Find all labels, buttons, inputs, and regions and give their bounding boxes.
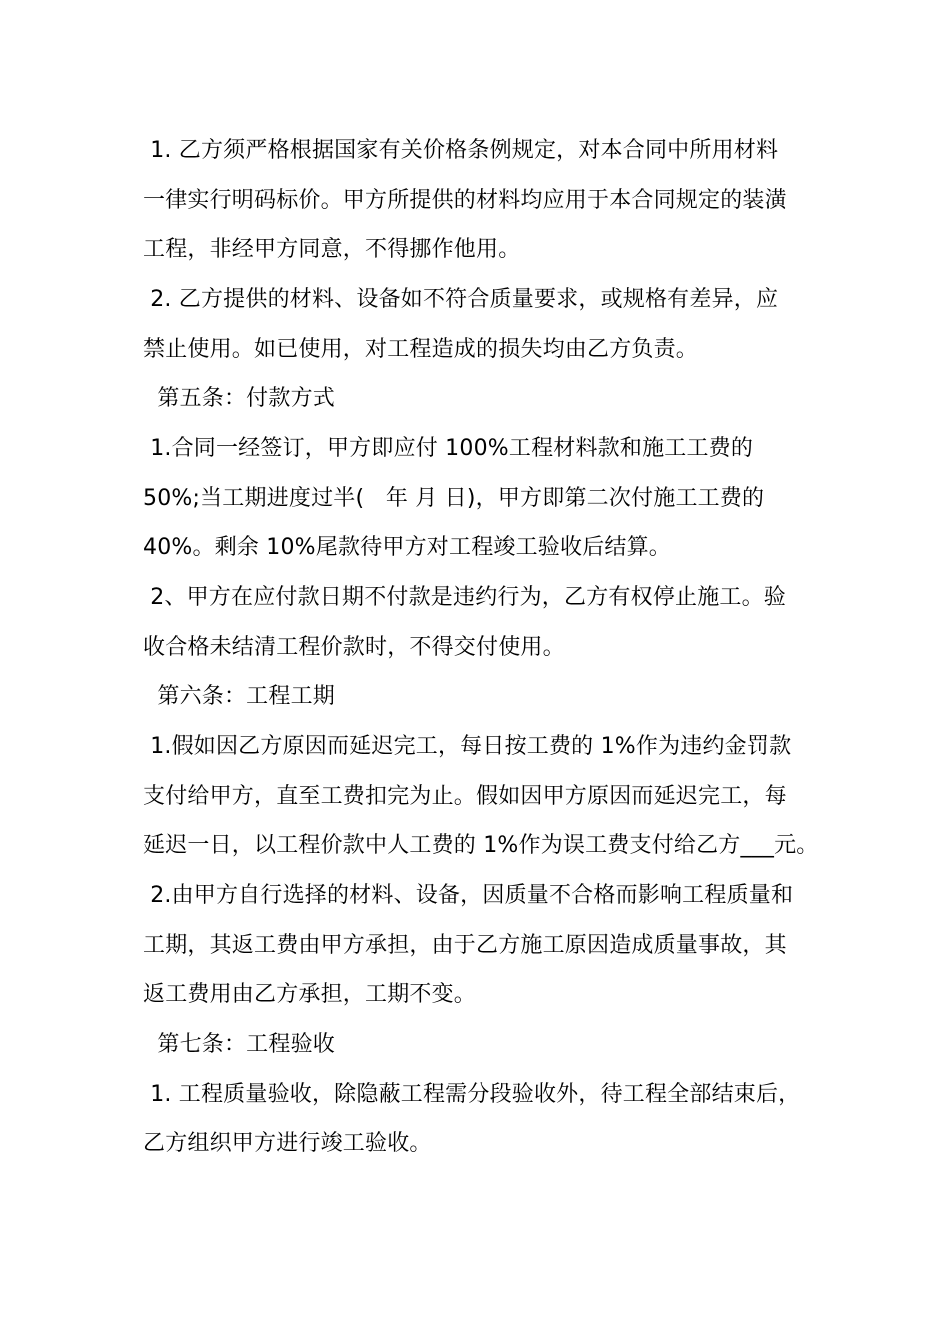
- clause-7-item-1-line-2: 乙方组织甲方进行竣工验收。: [143, 1131, 432, 1156]
- clause-5-heading: 第五条：付款方式: [143, 386, 335, 411]
- clause-6-item-1-line-1: 1.假如因乙方原因而延迟完工，每日按工费的 1%作为违约金罚款: [143, 734, 792, 759]
- clause-6-item-1-line-2: 支付给甲方，直至工费扣完为止。假如因甲方原因而延迟完工，每: [143, 784, 787, 809]
- clause-4-item-2-line-1: 2. 乙方提供的材料、设备如不符合质量要求，或规格有差异，应: [143, 287, 779, 312]
- clause-6-item-2-line-3: 返工费用由乙方承担，工期不变。: [143, 982, 477, 1007]
- clause-7-item-1-line-1: 1. 工程质量验收，除隐蔽工程需分段验收外，待工程全部结束后，: [143, 1082, 801, 1107]
- clause-4-item-1-line-3: 工程，非经甲方同意，不得挪作他用。: [143, 237, 521, 262]
- clause-4-item-1-line-2: 一律实行明码标价。甲方所提供的材料均应用于本合同规定的装潢: [143, 188, 787, 213]
- clause-6-item-1-line-3: 延迟一日，以工程价款中人工费的 1%作为误工费支付给乙方___元。: [143, 833, 819, 858]
- clause-5-item-2-line-1: 2、甲方在应付款日期不付款是违约行为，乙方有权停止施工。验: [143, 585, 786, 610]
- clause-6-item-2-line-2: 工期，其返工费由甲方承担，由于乙方施工原因造成质量事故，其: [143, 933, 787, 958]
- clause-6-heading: 第六条：工程工期: [143, 684, 335, 709]
- clause-4-item-1-line-1: 1. 乙方须严格根据国家有关价格条例规定，对本合同中所用材料: [143, 138, 779, 163]
- clause-4-item-2-line-2: 禁止使用。如已使用，对工程造成的损失均由乙方负责。: [143, 337, 699, 362]
- clause-5-item-2-line-2: 收合格未结清工程价款时，不得交付使用。: [143, 635, 565, 660]
- clause-5-item-1-line-3: 40%。剩余 10%尾款待甲方对工程竣工验收后结算。: [143, 535, 671, 560]
- clause-5-item-1-line-1: 1.合同一经签订，甲方即应付 100%工程材料款和施工工费的: [143, 436, 754, 461]
- clause-6-item-2-line-1: 2.由甲方自行选择的材料、设备，因质量不合格而影响工程质量和: [143, 883, 794, 908]
- clause-5-item-1-line-2: 50%;当工期进度过半( 年 月 日)，甲方即第二次付施工工费的: [143, 486, 765, 511]
- clause-7-heading: 第七条：工程验收: [143, 1032, 335, 1057]
